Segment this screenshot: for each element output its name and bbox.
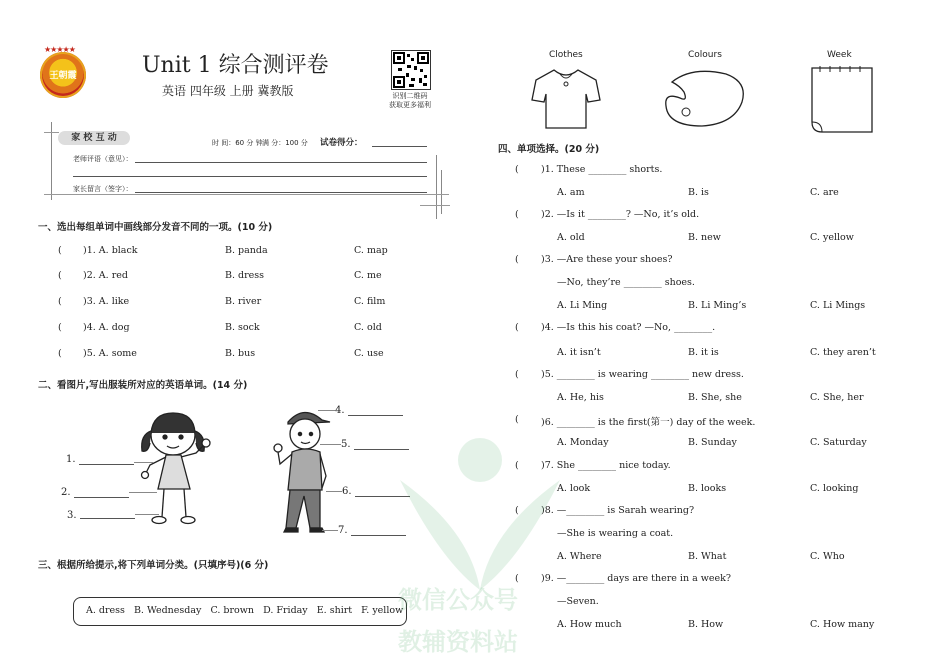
- label-5: 5.: [341, 439, 351, 450]
- answer-blank-4[interactable]: [348, 415, 403, 416]
- s4-q6-a: A. Monday: [557, 437, 609, 448]
- frame-line: [420, 205, 450, 206]
- full-score-label: 满 分：100 分: [262, 139, 308, 147]
- frame-line: [436, 155, 437, 219]
- s1-q2-b: B. dress: [225, 270, 265, 281]
- label-6: 6.: [342, 486, 352, 497]
- parent-note-label: 家长留言（签字）：: [73, 185, 133, 193]
- s1-q1: )1. A. black: [83, 245, 138, 256]
- answer-blank-3[interactable]: [80, 518, 135, 519]
- boy-illustration: [270, 402, 340, 542]
- frame-line: [51, 122, 52, 200]
- s4-q3-line2: —No, they’re ________ shoes.: [557, 277, 695, 288]
- s4-q3-b: B. Li Ming’s: [688, 300, 747, 311]
- page-title: Unit 1 综合测评卷: [142, 53, 329, 78]
- s1-q3-c: C. film: [354, 296, 386, 307]
- s4-q4-c: C. they aren’t: [810, 347, 876, 358]
- s4-q3-c: C. Li Mings: [810, 300, 866, 311]
- s4-q1-b: B. is: [688, 187, 709, 198]
- label-3: 3.: [67, 510, 77, 521]
- s4-q1-a: A. am: [557, 187, 585, 198]
- teacher-comment-label: 老师评语（意见）：: [73, 155, 133, 163]
- s4-q9-line2: —Seven.: [557, 596, 599, 607]
- s1-q4-b: B. sock: [225, 322, 260, 333]
- s4-q2-b: B. new: [688, 232, 721, 243]
- s4-q7: )7. She ________ nice today.: [541, 460, 671, 471]
- s4-q3: )3. —Are these your shoes?: [541, 254, 673, 265]
- label-1: 1.: [66, 454, 76, 465]
- s1-q5-c: C. use: [354, 348, 384, 359]
- s4-q6-b: B. Sunday: [688, 437, 737, 448]
- s4-q8-a: A. Where: [557, 551, 602, 562]
- section2-heading: 二、看图片,写出服装所对应的英语单词。(14 分): [38, 380, 248, 391]
- s4-q2-a: A. old: [557, 232, 585, 243]
- frame-line: [44, 194, 449, 195]
- interaction-badge: 家 校 互 动: [58, 131, 130, 145]
- pointer-line: [326, 491, 342, 492]
- teacher-comment-line[interactable]: [73, 176, 427, 177]
- s4-q3-a: A. Li Ming: [557, 300, 608, 311]
- s4-q4: )4. —Is this his coat? —No, ________.: [541, 322, 716, 333]
- s4-q7-c: C. looking: [810, 483, 859, 494]
- frame-line: [44, 132, 59, 133]
- pointer-line: [320, 444, 341, 445]
- shirt-icon: [530, 66, 602, 132]
- s4-q6-c: C. Saturday: [810, 437, 867, 448]
- score-label: 试卷得分：: [320, 138, 363, 148]
- s4-q7-b: B. looks: [688, 483, 727, 494]
- section4-heading: 四、单项选择。(20 分): [498, 144, 600, 155]
- s4-q8-b: B. What: [688, 551, 727, 562]
- s1-q5-b: B. bus: [225, 348, 256, 359]
- s4-q5: )5. ________ is wearing ________ new dress.: [541, 369, 744, 380]
- s4-q8-c: C. Who: [810, 551, 845, 562]
- palette-icon: [662, 68, 748, 130]
- watermark-text-2: 教辅资料站: [398, 628, 518, 656]
- s4-q2: )2. —Is it ________? —No, it’s old.: [541, 209, 700, 220]
- s4-q8-line2: —She is wearing a coat.: [557, 528, 674, 539]
- s4-q6: )6. ________ is the first(第一) day of the week.: [541, 417, 756, 428]
- s4-q5-c: C. She, her: [810, 392, 864, 403]
- time-label: 时 间：60 分 钟: [212, 139, 263, 147]
- score-blank[interactable]: [372, 146, 427, 147]
- s4-q7-a: A. look: [557, 483, 591, 494]
- s1-q1-c: C. map: [354, 245, 388, 256]
- s4-q5-a: A. He, his: [557, 392, 604, 403]
- s1-q1-b: B. panda: [225, 245, 268, 256]
- teacher-comment-line[interactable]: [135, 162, 427, 163]
- week-label: Week: [827, 50, 852, 60]
- label-4: 4.: [335, 405, 345, 416]
- publisher-logo: [40, 45, 86, 98]
- section1-heading: 一、选出每组单词中画线部分发音不同的一项。(10 分): [38, 222, 273, 233]
- s4-q9: )9. —________ days are there in a week?: [541, 573, 731, 584]
- pointer-line: [135, 514, 159, 515]
- section3-heading: 三、根据所给提示,将下列单词分类。(只填序号)(6 分): [38, 560, 269, 571]
- qr-caption: 识别二维码 获取更多福利: [389, 92, 431, 109]
- frame-line: [441, 170, 442, 214]
- logo-text: 王朝霞: [49, 71, 77, 81]
- s4-q5-b: B. She, she: [688, 392, 742, 403]
- s4-q4-a: A. it isn’t: [557, 347, 601, 358]
- stars-decoration: ★★★★★: [44, 45, 75, 54]
- s1-q2: )2. A. red: [83, 270, 128, 281]
- s1-q3-b: B. river: [225, 296, 262, 307]
- watermark-text-1: 微信公众号: [398, 586, 518, 614]
- qr-code[interactable]: [391, 50, 431, 90]
- s4-q9-c: C. How many: [810, 619, 875, 630]
- label-2: 2.: [61, 487, 71, 498]
- s4-q9-b: B. How: [688, 619, 724, 630]
- word-list: A. dress B. Wednesday C. brown D. Friday E. shirt F. yellow: [86, 605, 404, 616]
- pointer-line: [318, 410, 335, 411]
- calendar-icon: [808, 66, 874, 138]
- s4-q1-c: C. are: [810, 187, 839, 198]
- clothes-label: Clothes: [549, 50, 583, 60]
- label-7: 7.: [338, 525, 348, 536]
- s4-q9-a: A. How much: [557, 619, 622, 630]
- parent-note-line[interactable]: [135, 192, 427, 193]
- colours-label: Colours: [688, 50, 722, 60]
- pointer-line: [322, 530, 338, 531]
- s1-q3: )3. A. like: [83, 296, 130, 307]
- page-subtitle: 英语 四年级 上册 冀教版: [162, 84, 294, 98]
- s4-q1: )1. These ________ shorts.: [541, 164, 663, 175]
- s4-q8: )8. —________ is Sarah wearing?: [541, 505, 695, 516]
- s4-q4-b: B. it is: [688, 347, 719, 358]
- s1-q5: )5. A. some: [83, 348, 137, 359]
- answer-blank-1[interactable]: [79, 464, 134, 465]
- s1-q4-c: C. old: [354, 322, 382, 333]
- s1-q2-c: C. me: [354, 270, 382, 281]
- answer-blank-2[interactable]: [74, 497, 129, 498]
- s1-q4: )4. A. dog: [83, 322, 130, 333]
- s4-q2-c: C. yellow: [810, 232, 854, 243]
- pointer-line: [129, 492, 157, 493]
- pointer-line: [134, 462, 154, 463]
